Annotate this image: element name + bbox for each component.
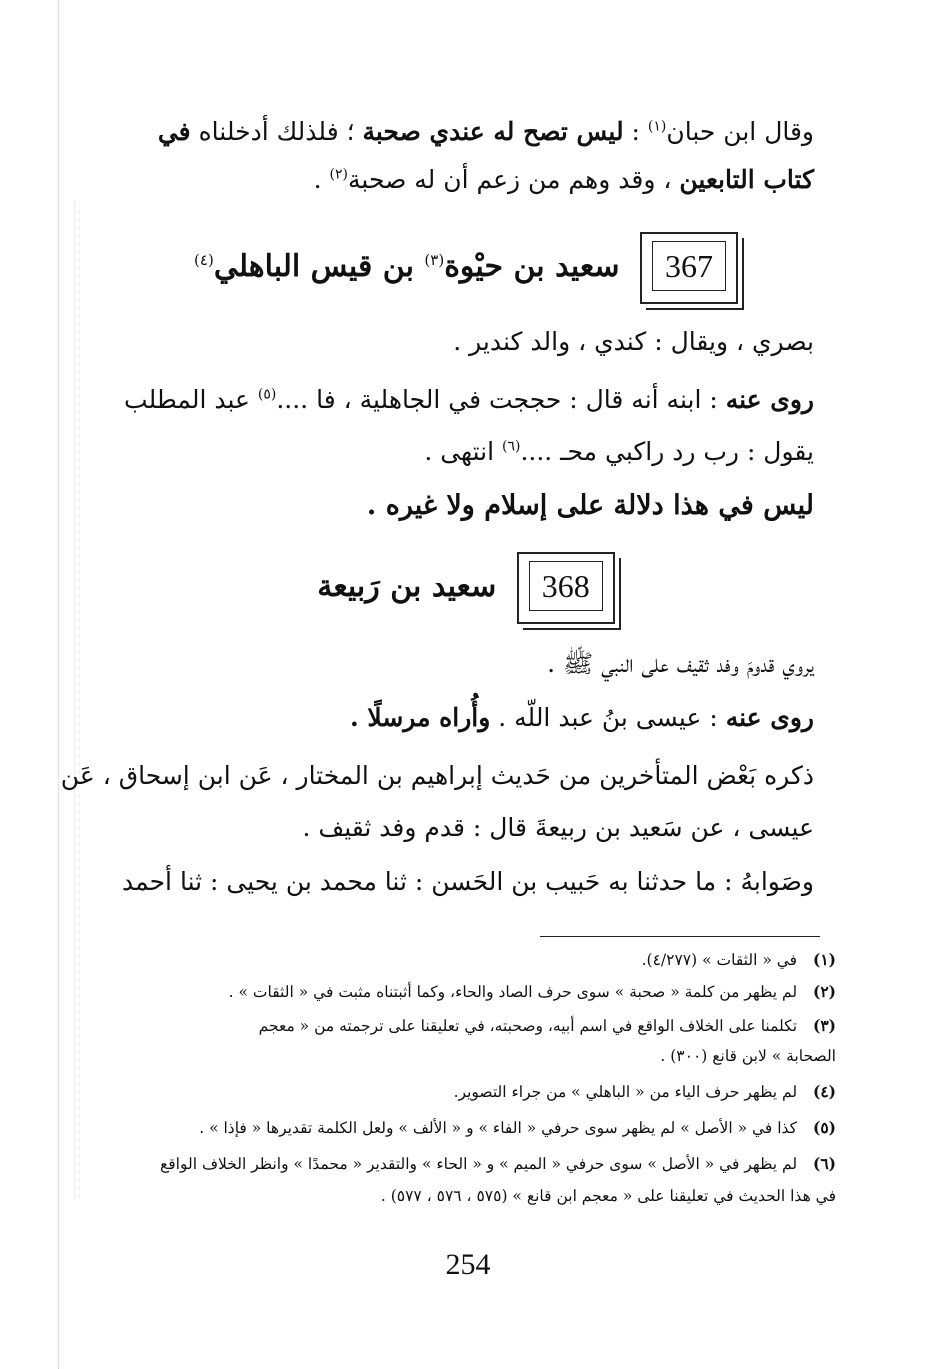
footnote-number: (٥) (812, 1118, 836, 1137)
text-run: وصَوابهُ : ما حدثنا به حَبيب بن الحَسن : ثنا محمد بن يحيى : ثنا أحمد (122, 867, 814, 896)
footnote-ref: (٦) (501, 438, 521, 455)
text-run: . (313, 165, 330, 194)
entry-number-box (517, 552, 615, 624)
text-run: : (623, 117, 648, 146)
heading-text: سعيد بن حيْوة (444, 249, 620, 284)
footnote-number: (٤) (812, 1082, 836, 1101)
footnote-2 (96, 978, 836, 1006)
footnote-text: في « الثقات » (٤/٢٧٧). (641, 951, 798, 969)
footnote-text: كذا في « الأصل » لم يظهر سوى حرفي « الفاء » و « الألف » ولعل الكلمة تقديرها « فإذا » . (199, 1119, 798, 1137)
paragraph-narrated-by-line-2 (96, 428, 814, 476)
footnote-text: لم يظهر في « الأصل » سوى حرفي « الميم » و « الحاء » والتقدير « محمدًا » وانظر الخلاف الواقع (160, 1155, 798, 1173)
entry-number-box (640, 232, 738, 304)
footnote-text: لم يظهر حرف الياء من « الباهلي » من جراء التصوير. (453, 1083, 798, 1101)
bold-text: ليس في هذا دلالة على إسلام ولا غيره . (366, 490, 814, 521)
text-run: ذكره بَعْض المتأخرين من حَديث إبراهيم بن المختار ، عَن ابن إسحاق ، عَن (60, 761, 814, 790)
footnote-ref: (٣) (424, 251, 445, 269)
footnote-number: (٣) (812, 1016, 836, 1035)
entry-number: 368 (529, 561, 603, 611)
footnote-3-continued (96, 1042, 874, 1070)
paragraph-no-evidence (96, 482, 814, 530)
bold-text: ليس تصح له عندي صحبة (362, 117, 624, 146)
paragraph-ibn-hibban-line-2 (96, 156, 814, 204)
footnote-number: (٦) (812, 1154, 836, 1173)
page-number: 254 (445, 1248, 491, 1281)
footnote-number: (١) (812, 950, 836, 969)
footnote-3 (96, 1012, 836, 1040)
bold-text: روى عنه (725, 703, 814, 732)
footnote-1 (96, 946, 836, 974)
paragraph-narrated-by-isa (96, 694, 814, 742)
text-run: يروي قدومَ وفد ثقيف على النبي ﷺ . (547, 649, 814, 678)
footnote-text: في هذا الحديث في تعليقنا على « معجم ابن قانع » (٥٧٥ ، ٥٧٦ ، ٥٧٧) . (380, 1187, 836, 1205)
footnote-6 (96, 1150, 836, 1178)
paragraph-thaqif-delegation (96, 640, 814, 688)
footnote-5 (96, 1114, 836, 1142)
bold-text: في (157, 117, 191, 146)
text-run: : ابنه أنه قال : حججت في الجاهلية ، فا .... (276, 385, 726, 414)
text-run: : عيسى بنُ عبد اللّه . (490, 703, 726, 732)
heading-text: سعيد بن رَبيعة (317, 569, 497, 604)
footnote-ref: (١) (647, 118, 667, 135)
text-run: انتهى . (424, 437, 502, 466)
footnote-text: لم يظهر من كلمة « صحبة » سوى حرف الصاد والحاء، وكما أثبتناه مثبت في « الثقات » . (228, 983, 798, 1001)
entry-number: 367 (652, 241, 726, 291)
footnote-text: تكلمنا على الخلاف الواقع في اسم أبيه، وصحبته، في تعليقنا على ترجمته من « معجم (258, 1017, 798, 1035)
heading-text: بن قيس الباهلي (213, 249, 425, 284)
text-run: يقول : رب رد راكبي محـ .... (520, 437, 814, 466)
footnote-number: (٢) (812, 982, 836, 1001)
footnote-6-continued (96, 1182, 874, 1210)
footnote-ref: (٢) (329, 166, 348, 183)
text-run: عبد المطلب (124, 385, 258, 414)
footnote-text: الصحابة » لابن قانع (٣٠٠) . (660, 1047, 836, 1065)
text-run: وقال ابن حبان (666, 117, 814, 146)
bold-text: روى عنه (725, 385, 814, 414)
paragraph-mentioned-by-line-2 (96, 804, 814, 852)
paragraph-correct-version (96, 858, 814, 906)
text-run: بصري ، ويقال : كندي ، والد كندير . (453, 327, 814, 356)
text-run: عيسى ، عن سَعيد بن ربيعةَ قال : قدم وفد ثقيف . (302, 813, 814, 842)
text-run: ، وقد وهم من زعم أن له صحبة (348, 165, 680, 194)
bold-text: وأُراه مرسلًا . (350, 703, 491, 732)
paragraph-narrated-by-line-1 (96, 376, 814, 424)
paragraph-ibn-hibban-line-1 (96, 108, 814, 156)
text-run: ؛ فلذلك أدخلناه (190, 117, 363, 146)
entry-heading-367 (96, 232, 836, 304)
footnote-ref: (٥) (257, 386, 277, 403)
paragraph-basri (96, 318, 814, 366)
entry-heading-368 (96, 552, 836, 624)
bold-text: كتاب التابعين (679, 165, 814, 194)
footnote-4 (96, 1078, 836, 1106)
paragraph-mentioned-by-line-1 (60, 752, 814, 800)
footnote-separator (540, 936, 820, 937)
scan-edge-dots (58, 0, 59, 1369)
scan-edge-dots-inner (74, 200, 75, 1200)
footnote-ref: (٤) (194, 251, 214, 269)
